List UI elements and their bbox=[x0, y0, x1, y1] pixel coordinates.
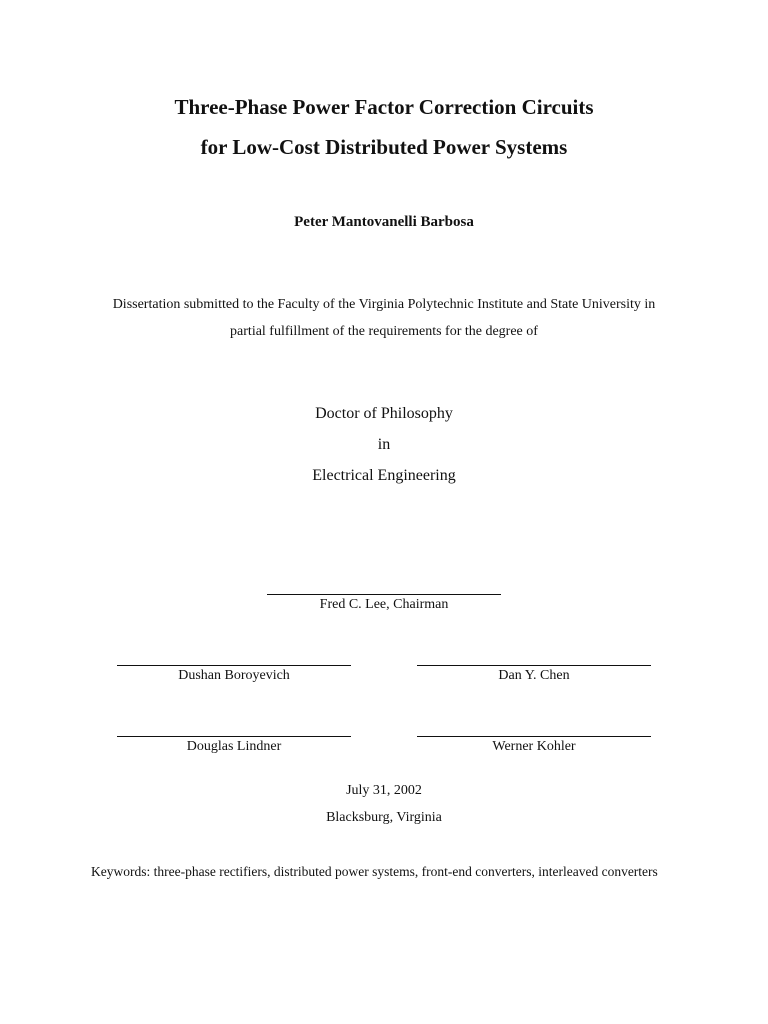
member-1-name: Dushan Boroyevich bbox=[178, 668, 290, 683]
member-2-signature-line bbox=[417, 665, 651, 666]
submission-statement-line-1: Dissertation submitted to the Faculty of the Virginia Polytechnic Institute and State University in bbox=[112, 297, 656, 312]
member-4-signature-line bbox=[417, 736, 651, 737]
member-1-signature-line bbox=[117, 665, 351, 666]
submission-date: July 31, 2002 bbox=[346, 783, 422, 798]
member-3-name: Douglas Lindner bbox=[186, 739, 282, 754]
degree-connector: in bbox=[377, 436, 391, 453]
author-name: Peter Mantovanelli Barbosa bbox=[294, 214, 474, 230]
degree-name: Doctor of Philosophy bbox=[315, 405, 453, 422]
chairman-name: Fred C. Lee, Chairman bbox=[319, 597, 449, 612]
submission-statement-line-2: partial fulfillment of the requirements for the degree of bbox=[230, 324, 538, 339]
title-line-2: for Low-Cost Distributed Power Systems bbox=[200, 135, 568, 159]
member-4-name: Werner Kohler bbox=[492, 739, 576, 754]
degree-field: Electrical Engineering bbox=[312, 467, 456, 484]
title-line-1: Three-Phase Power Factor Correction Circuits bbox=[174, 95, 594, 119]
keywords-paragraph: Keywords: three-phase rectifiers, distributed power systems, front-end converters, interleaved converters bbox=[91, 864, 658, 879]
member-2-name: Dan Y. Chen bbox=[498, 668, 570, 683]
submission-location: Blacksburg, Virginia bbox=[326, 810, 442, 825]
chairman-signature-line bbox=[267, 594, 501, 595]
member-3-signature-line bbox=[117, 736, 351, 737]
